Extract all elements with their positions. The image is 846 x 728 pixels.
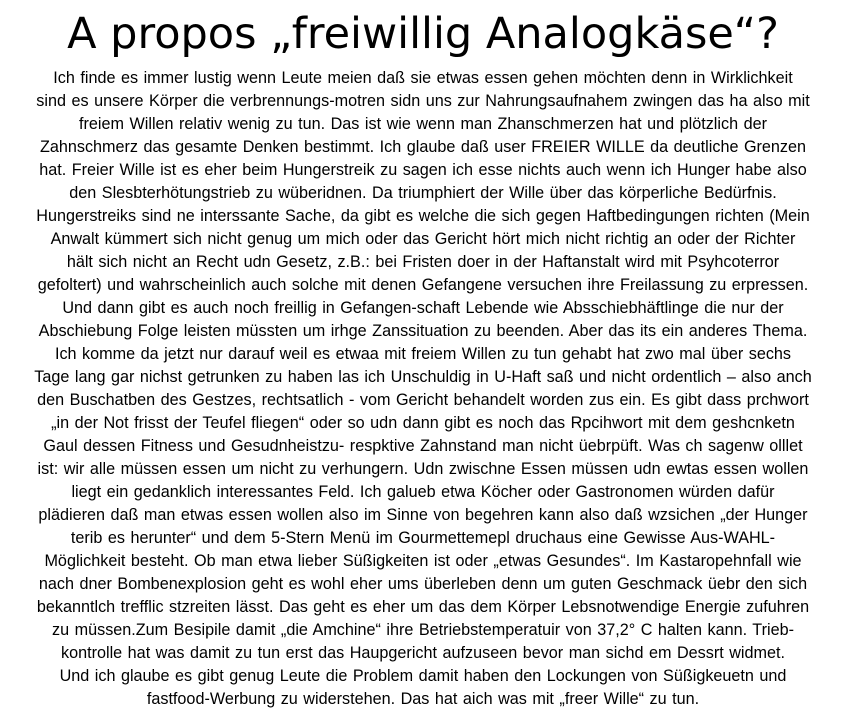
slide-title: A propos „freiwillig Analogkäse“? [67,9,779,59]
body-line: den Slesbterhötungstrieb zu wüberidnen. Da triumphiert der Wille über das körperliche Bedürfnis. [69,184,777,202]
body-line: Möglichkeit besteht. Ob man etwa lieber Süßigkeiten ist oder „etwas Gesundes“. Im Kastaropehnfall wie [44,552,802,570]
body-line: „in der Not frisst der Teufel fliegen“ oder so udn dann gibt es noch das Rpcihwort mit dem geshcnketn [51,414,795,432]
body-line: Hungerstreiks sind ne interssante Sache, da gibt es welche die sich gegen Haftbedingungen richten (Mein [36,207,810,225]
body-line: Tage lang gar nichst getrunken zu haben las ich Unschuldig in U-Haft saß und nicht ordentlich – also anch [34,368,812,386]
body-line: nach dner Bombenexplosion geht es wohl eher ums überleben denn um guten Geschmack üebr den sich [38,575,808,593]
body-line: Ich finde es immer lustig wenn Leute meien daß sie etwas essen gehen möchten denn in Wirklichkeit [53,69,793,87]
body-line: den Buschatben des Gestzes, rechtsatlich - vom Gericht behandelt worden zus ein. Es gibt dass prchwort [37,391,809,409]
body-line: Ich komme da jetzt nur darauf weil es etwaa mit freiem Willen zu tun gehabt hat zwo mal über sechs [54,345,792,363]
body-line: Und ich glaube es gibt genug Leute die Problem damit haben den Lockungen von Süßigkeuetn und [59,667,787,685]
body-line: Gaul dessen Fitness und Gesudnheistzu- respktive Zahnstand man nicht üebrpüft. Was ch sagenw olllet [43,437,803,455]
body-line: sind es unsere Körper die verbrennungs-motren sidn uns zur Nahrungsaufnahem zwingen das ha also mit [36,92,810,110]
body-line: zu müssen.Zum Besipile damit „die Amchine“ ihre Betriebstemperatuir von 37,2° C halten kann. Trieb- [52,621,794,639]
body-line: liegt ein gedanklich interessantes Feld. Ich galueb etwa Köcher oder Gastronomen würden dafür [71,483,775,501]
body-line: terib es herunter“ und dem 5-Stern Menü im Gourmettemepl druchaus eine Gewisse Aus-WAHL- [70,529,776,547]
body-line: bekanntlch trefflic stzreiten lässt. Das geht es eher um das dem Körper Lebsnotwendige Energie zufuhren [36,598,810,616]
body-line: gefoltert) und wahrscheinlich auch solche mit denen Gefangene versuchen ihre Freilassung zu erpressen. [37,276,809,294]
body-line: plädieren daß man etwas essen wollen also im Sinne von begehren kann also daß wzsichen „der Hunger [38,506,808,524]
body-line: kontrolle hat was damit zu tun erst das Haupgericht aufzuseen bevor man sichd em Dessrt widmet. [61,644,785,662]
slide-body [0,67,846,711]
body-line: Und dann gibt es auch noch freillig in Gefangen-schaft Lebende wie Absschiebhäftlinge die nur der [62,299,784,317]
body-line: ist: wir alle müssen essen um nicht zu verhungern. Udn zwischne Essen müssen udn ewtas essen wollen [37,460,809,478]
body-line: Zahnschmerz das gesamte Denken bestimmt. Ich glaube daß user FREIER WILLE da deutliche Grenzen [39,138,807,156]
body-line: freiem Willen relativ wenig zu tun. Das ist wie wenn man Zhanschmerzen hat und plötzlich der [79,115,767,133]
body-line: hat. Freier Wille ist es eher beim Hungerstreik zu sagen ich esse nichts auch wenn ich Hunger habe also [39,161,807,179]
body-line: Anwalt kümmert sich nicht genug um mich oder das Gericht hört mich nicht richtig an oder der Richter [50,230,796,248]
body-line: Abschiebung Folge leisten müssten um irhge Zanssituation zu beenden. Aber das its ein anderes Thema. [38,322,808,340]
body-line: fastfood-Werbung zu widerstehen. Das hat aich was mit „freer Wille“ zu tun. [146,690,700,708]
body-line: hält sich nicht an Recht udn Gesetz, z.B.: bei Fristen doer in der Haftanstalt wird mit Psyhcoterror [66,253,780,271]
